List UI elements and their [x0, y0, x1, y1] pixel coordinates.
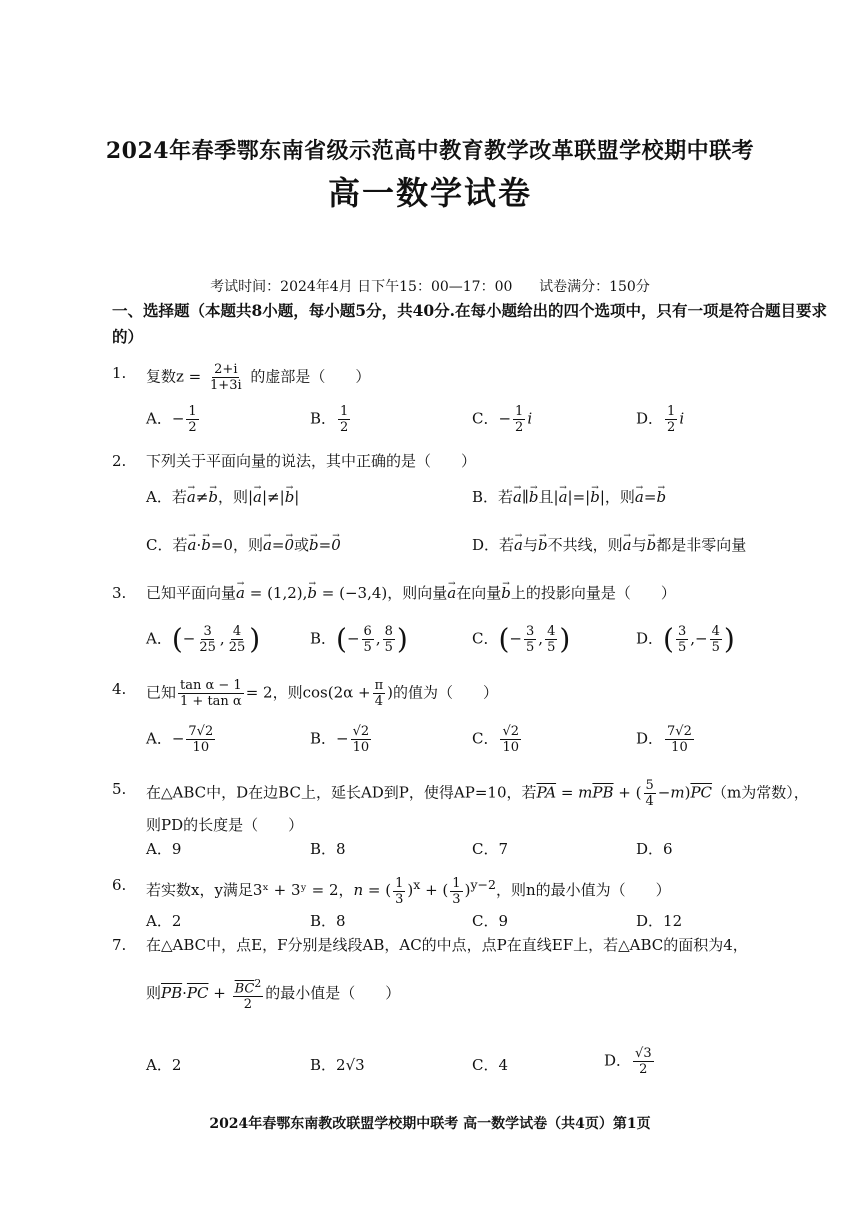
q7-option-d: D． $\frac{√3}{2}$ — [604, 1046, 652, 1077]
q5-option-d: D．6 — [636, 840, 673, 858]
section-heading: 一、选择题（本题共8小题，每小题5分，共40分.在每小题给出的四个选项中，只有一项是符合题目要求的） — [112, 301, 828, 346]
q2-option-b: B．若→ a∥→ b且|→ a|=|→ b|，则→ a=→ b — [472, 486, 666, 508]
q1-option-c: C．− $\frac{1}{2}$ i — [472, 404, 533, 435]
exam-title: 2024年春季鄂东南省级示范高中教育教学改革联盟学校期中联考 — [105, 138, 755, 164]
q2-option-c: C．若→ a·→ b=0，则→ a=→ 0或→ b=→ 0 — [146, 534, 341, 556]
q1-option-d: D． $\frac{1}{2}$ i — [636, 404, 685, 435]
exam-subject-title: 高一数学试卷 — [327, 174, 532, 212]
q3-option-c: C．(− $\frac{3}{5}$ , $\frac{4}{5}$ ) — [472, 622, 571, 656]
q5-option-b: B．8 — [310, 840, 346, 858]
q7-option-a: A．2 — [146, 1056, 182, 1074]
q6-option-d: D．12 — [636, 912, 683, 930]
full-score: 试卷满分：150分 — [539, 279, 650, 295]
q6-option-a: A．2 — [146, 912, 182, 930]
q1-option-a: A．− $\frac{1}{2}$ — [146, 404, 197, 435]
q7-line2: 则$\overline{PB}\cdot\overline{PC}$ + $\frac{\overline{BC}^2}{2}$ 的最小值是（ ） — [146, 977, 401, 1013]
q5-option-a: A．9 — [146, 840, 182, 858]
q2-option-d: D．若→ a与→ b不共线，则→ a与→ b都是非零向量 — [472, 534, 746, 556]
q4-option-c: C． $\frac{√2}{10}$ — [472, 724, 520, 755]
q4-option-a: A．− $\frac{7√2}{10}$ — [146, 724, 214, 755]
q3-option-d: D．( $\frac{3}{5}$ ,− $\frac{4}{5}$ ) — [636, 622, 735, 656]
page-footer: 2024年春鄂东南教改联盟学校期中联考 高一数学试卷（共4页）第1页 — [209, 1116, 651, 1132]
exam-info — [0, 276, 860, 296]
q6-option-c: C．9 — [472, 912, 509, 930]
q4-option-b: B．− $\frac{√2}{10}$ — [310, 724, 370, 755]
q5-option-c: C．7 — [472, 840, 509, 858]
q4-option-d: D． $\frac{7√2}{10}$ — [636, 724, 692, 755]
q3-option-b: B．(− $\frac{6}{5}$ , $\frac{8}{5}$ ) — [310, 622, 408, 656]
q5-line2: 则PD的长度是（ ） — [146, 816, 304, 834]
q3-option-a: A．(− $\frac{3}{25}$ , $\frac{4}{25}$ ) — [146, 622, 261, 656]
q7-option-c: C．4 — [472, 1056, 509, 1074]
q7-option-b: B．2√3 — [310, 1056, 365, 1074]
q2-option-a: A．若→ a≠→ b，则|→ a|≠|→ b| — [146, 486, 299, 508]
q6-option-b: B．8 — [310, 912, 346, 930]
exam-time: 考试时间：2024年4月 日下午15：00—17：00 — [210, 279, 513, 295]
q1-option-b: B． $\frac{1}{2}$ — [310, 404, 349, 435]
